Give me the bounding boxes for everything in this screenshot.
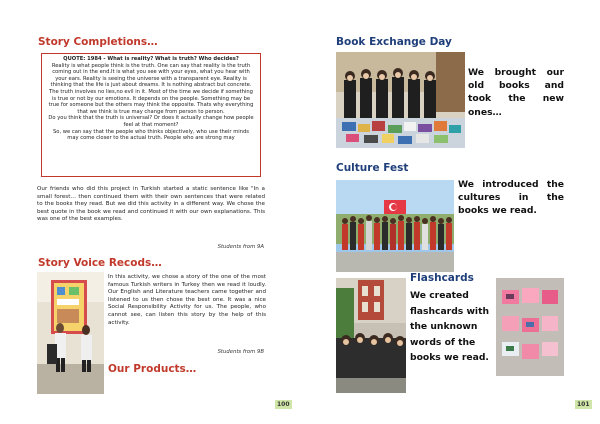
- right-page: [300, 0, 600, 424]
- flashcards-text-line: books we read.: [410, 352, 489, 364]
- signature-9b: Students from 9B: [217, 349, 264, 355]
- flashcards-text-line: words of the: [410, 336, 476, 348]
- story-completions-body: Our friends who did this project in Turkish started a static sentence like "In a small forest… then continued them with their own sentences that were related to the books they read. But we did this activity in a different way. We chose the best quote in the book we read and continued it with our own explanations. This was one of the best examples.: [37, 186, 265, 223]
- signature-9a: Students from 9A: [217, 244, 264, 250]
- quote-paragraph: Reality is what people think is the truth. One can say that reality is the truth coming out in the end.It is what you see with your eyes, what you hear with your ears. Reality is seeing the universe with a transparent eye. Reality is thinking that the life is just about dreams. It is nothing abstract but concrete.: [50, 62, 252, 89]
- students-photo: [37, 272, 104, 394]
- culture-fest-heading: Culture Fest: [336, 162, 409, 174]
- products-heading: Our Products…: [108, 363, 197, 375]
- story-voice-body: In this activity, we chose a story of the one of the most famous Turkish writers in Turkey then we read it loudly. Our English and Literature teachers came together and listened to us then chose the best one. It was a nice Social Responsibility Activity for us. The people, who cannot see, can listen this story by the help of this activity.: [108, 274, 266, 326]
- story-completions-heading: Story Completions…: [38, 36, 158, 48]
- book-exchange-photo: [336, 52, 465, 148]
- flashcards-photo: [496, 278, 564, 376]
- flashcards-text: [410, 288, 494, 366]
- quote-paragraph: Do you think that the truth is universal? Or does it actually change how people feel at that moment?: [48, 115, 254, 128]
- quote-title: QUOTE: 1984 - What is reality? What is truth? Who decides?: [63, 56, 239, 62]
- story-voice-heading: Story Voice Recods…: [38, 257, 162, 269]
- page-number-right: 101: [577, 401, 590, 408]
- flashcards-text-line: flashcards with: [410, 305, 490, 317]
- quote-paragraph: The truth involves no lies,no evil in it. Most of the time we decide if something is true or not by our emotions. It depends on the people. Something may be true for someone but the others may think the opposite. Thats why everything that we think is true may change from person to person.: [48, 88, 254, 115]
- page-number-left: 100: [277, 401, 290, 408]
- quote-box: [41, 53, 261, 177]
- flashcards-group-photo: [336, 278, 406, 393]
- book-exchange-heading: Book Exchange Day: [336, 36, 452, 48]
- culture-fest-text: We introduced the cultures in the books we read.: [458, 179, 564, 217]
- flashcards-text-line: the unknown: [410, 321, 478, 333]
- flashcards-heading: Flashcards: [410, 272, 474, 284]
- book-exchange-text: We brought our old books and took the new ones…: [468, 67, 564, 118]
- culture-fest-photo: [336, 180, 454, 272]
- quote-paragraph: So, we can say that the people who thinks objectively, who use their minds may come closer to the actual truth. People who are strong may: [53, 128, 249, 142]
- flashcards-text-line: We created: [410, 290, 469, 301]
